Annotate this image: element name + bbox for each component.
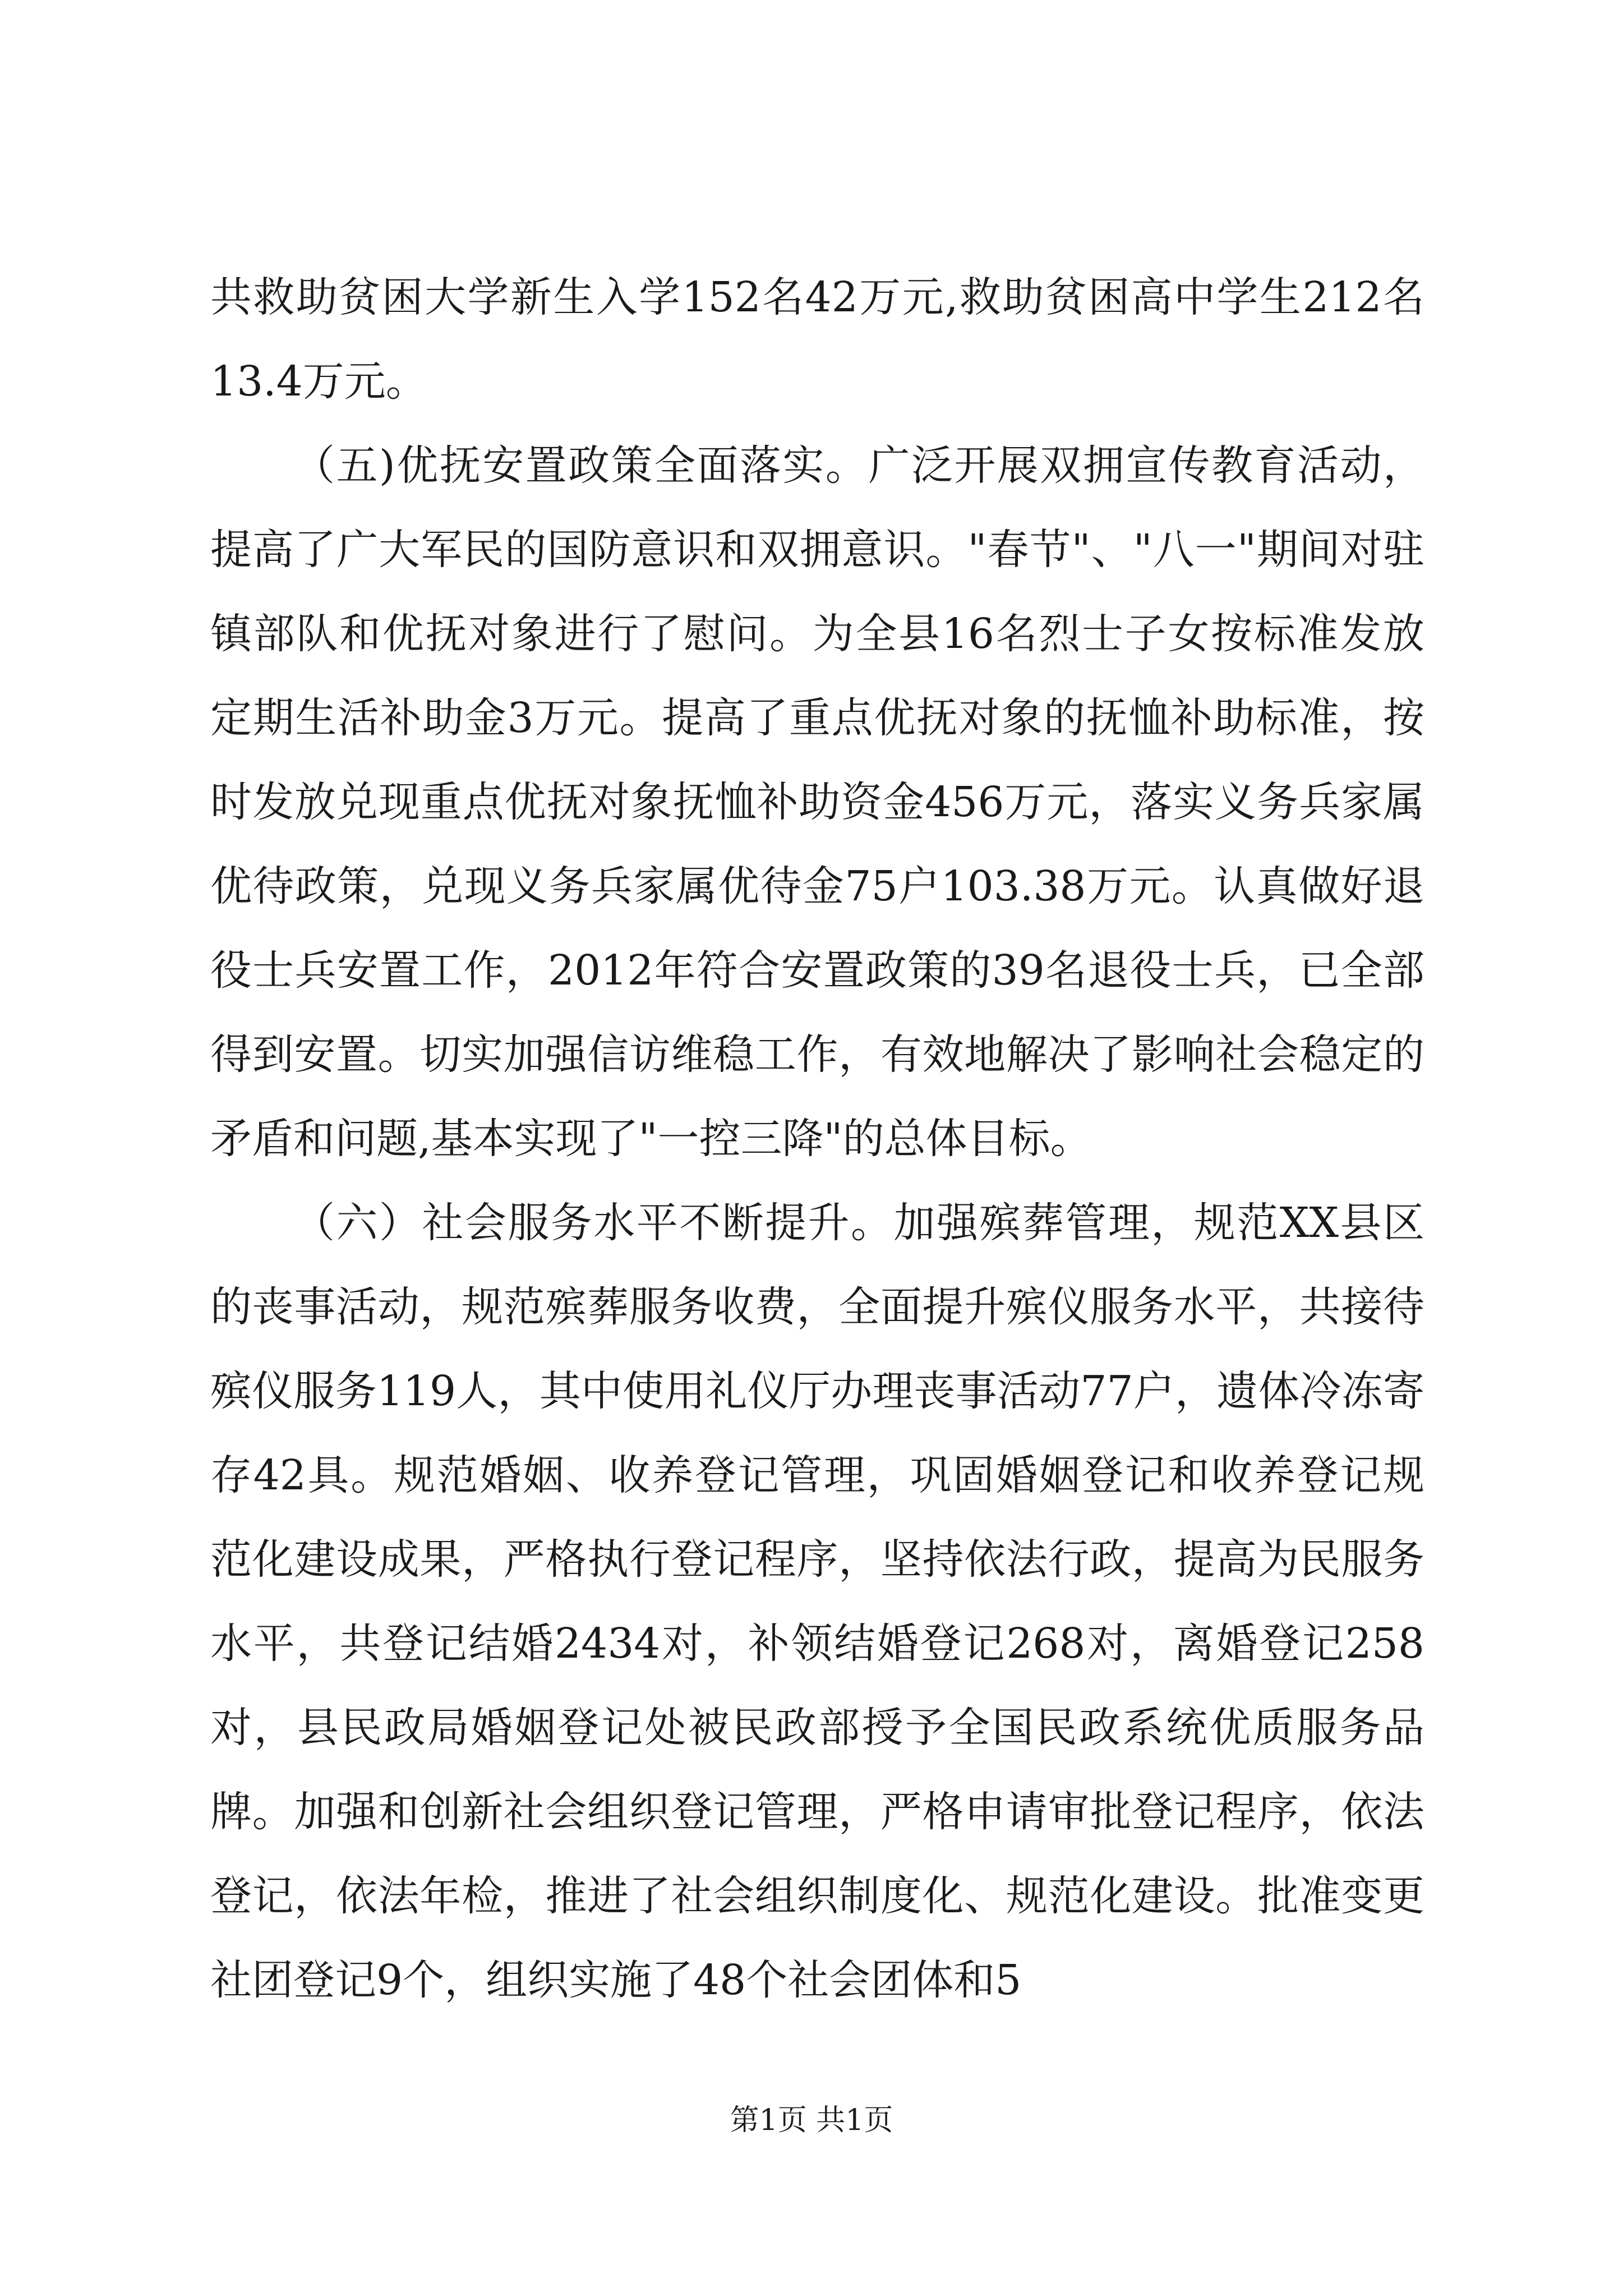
paragraph-continuation: 共救助贫困大学新生入学152名42万元,救助贫困高中学生212名13.4万元。 [210,273,1424,406]
page-footer [0,2101,1623,2140]
paragraph-section-five: （五)优抚安置政策全面落实。广泛开展双拥宣传教育活动，提高了广大军民的国防意识和双拥意识。"春节"、"八一"期间对驻镇部队和优抚对象进行了慰问。为全县16名烈士子女按标准发放定期生活补助金3万元。提高了重点优抚对象的抚恤补助标准，按时发放兑现重点优抚对象抚恤补助资金456万元，落实义务兵家属优待政策，兑现义务兵家属优待金75户103.38万元。认真做好退役士兵安置工作，2012年符合安置政策的39名退役士兵，已全部得到安置。切实加强信访维稳工作，有效地解决了影响社会稳定的矛盾和问题,基本实现了"一控三降"的总体目标。 [210,441,1424,1163]
paragraph-section-six: （六）社会服务水平不断提升。加强殡葬管理，规范XX县区的丧事活动，规范殡葬服务收费，全面提升殡仪服务水平，共接待殡仪服务119人，其中使用礼仪厅办理丧事活动77户，遗体冷冻寄存42具。规范婚姻、收养登记管理，巩固婚姻登记和收养登记规范化建设成果，严格执行登记程序，坚持依法行政，提高为民服务水平，共登记结婚2434对，补领结婚登记268对，离婚登记258对，县民政局婚姻登记处被民政部授予全国民政系统优质服务品牌。加强和创新社会组织登记管理，严格申请审批登记程序，依法登记，依法年检，推进了社会组织制度化、规范化建设。批准变更社团登记9个，组织实施了48个社会团体和5 [210,1199,1424,2004]
document-body [210,255,1424,2022]
page-number-label: 第1页 共1页 [730,2104,893,2137]
